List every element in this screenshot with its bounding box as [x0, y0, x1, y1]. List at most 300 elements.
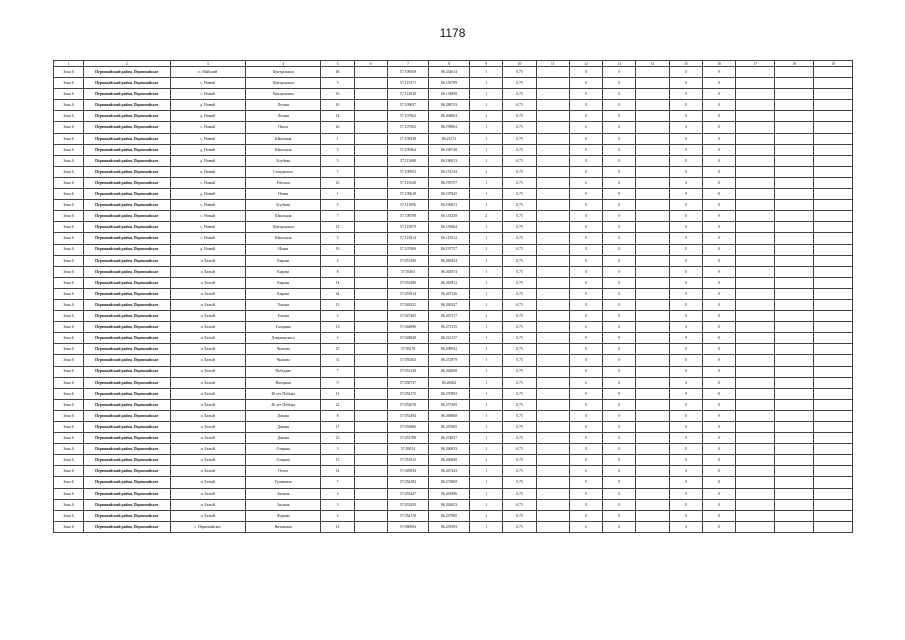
table-cell: Первомайский район, Первомайское [83, 422, 170, 433]
table-cell: д. Новый [170, 100, 245, 111]
table-cell: 0 [669, 477, 702, 488]
table-cell: 86.288743 [429, 100, 470, 111]
table-cell: Зона 6 [54, 200, 84, 211]
table-cell: 0 [569, 333, 602, 344]
table-cell [775, 89, 814, 100]
table-cell: 86.239393 [429, 521, 470, 532]
table-cell: 5 [321, 233, 354, 244]
table-cell: 86.147612 [429, 233, 470, 244]
table-cell [813, 433, 852, 444]
table-row [54, 477, 853, 488]
table-cell: 57.055447 [387, 488, 428, 499]
table-cell: 14 [321, 466, 354, 477]
table-cell: Кирова [245, 255, 320, 266]
table-cell [813, 399, 852, 410]
table-cell: Дзержинского [245, 333, 320, 344]
table-cell: 0 [603, 455, 636, 466]
table-cell: 86.234614 [429, 67, 470, 78]
table-cell [354, 444, 387, 455]
table-cell: Зона 6 [54, 255, 84, 266]
table-cell: Лесная [245, 111, 320, 122]
table-cell: 3 [321, 311, 354, 322]
table-cell [354, 211, 387, 222]
column-number-cell: 1 [54, 61, 84, 67]
table-cell [736, 177, 775, 188]
table-cell: 57.050263 [387, 355, 428, 366]
table-cell: Первомайский район, Первомайское [83, 355, 170, 366]
table-cell: Зона 6 [54, 299, 84, 310]
table-cell [354, 177, 387, 188]
table-cell [813, 111, 852, 122]
table-cell: Первомайский район, Первомайское [83, 466, 170, 477]
table-row [54, 211, 853, 222]
table-cell: 0 [569, 144, 602, 155]
table-cell [736, 410, 775, 421]
table-cell [775, 266, 814, 277]
table-cell: Центральная [245, 67, 320, 78]
table-cell: 57.109364 [387, 144, 428, 155]
table-cell: 57.05405 [387, 266, 428, 277]
table-cell: 57.049252 [387, 299, 428, 310]
table-cell [536, 144, 569, 155]
table-cell: 0 [703, 355, 736, 366]
table-cell: 0 [703, 277, 736, 288]
table-cell [354, 466, 387, 477]
table-cell: 0 [703, 499, 736, 510]
table-cell: 86.22572 [429, 133, 470, 144]
table-cell [736, 266, 775, 277]
table-cell: Зона 6 [54, 433, 84, 444]
table-cell: 0,75 [503, 144, 536, 155]
table-cell: 0 [669, 466, 702, 477]
table-cell: Первомайский район, Первомайское [83, 133, 170, 144]
column-number-cell: 3 [170, 61, 245, 67]
table-cell [536, 255, 569, 266]
table-cell: п. Белый [170, 255, 245, 266]
table-cell [354, 133, 387, 144]
table-cell: Почта [245, 466, 320, 477]
table-cell: Озерная [245, 444, 320, 455]
table-cell: 1 [470, 166, 503, 177]
table-cell [736, 444, 775, 455]
table-cell: 86.155064 [429, 222, 470, 233]
table-cell [354, 222, 387, 233]
table-cell [536, 477, 569, 488]
table-cell [536, 299, 569, 310]
table-row [54, 344, 853, 355]
table-cell [354, 355, 387, 366]
table-cell: Центральная [245, 89, 320, 100]
table-cell: Зона 6 [54, 133, 84, 144]
table-cell: 0 [703, 89, 736, 100]
table-cell: 1 [470, 399, 503, 410]
table-cell: 0,75 [503, 455, 536, 466]
table-cell: Зона 6 [54, 444, 84, 455]
table-cell: 0 [569, 455, 602, 466]
table-cell: 0 [703, 122, 736, 133]
table-cell: Гагарина [245, 322, 320, 333]
table-cell: 0 [603, 266, 636, 277]
table-cell: 2 [321, 510, 354, 521]
table-cell: 0 [703, 211, 736, 222]
table-cell: 0 [669, 277, 702, 288]
table-cell [354, 166, 387, 177]
table-cell: Фурман [245, 510, 320, 521]
table-cell: Первомайский район, Первомайское [83, 78, 170, 89]
table-cell: 1 [470, 255, 503, 266]
table-cell: 0 [669, 78, 702, 89]
table-cell [813, 255, 852, 266]
table-cell: 0,75 [503, 189, 536, 200]
table-cell: 0 [569, 488, 602, 499]
table-cell: 0 [603, 111, 636, 122]
table-cell: с. Новый [170, 122, 245, 133]
table-cell: с. Новый [170, 222, 245, 233]
table-row [54, 166, 853, 177]
table-cell: п. Белый [170, 410, 245, 421]
table-cell: 0 [569, 100, 602, 111]
table-cell: 0,75 [503, 477, 536, 488]
table-cell: 0 [669, 111, 702, 122]
table-cell: Первомайский район, Первомайское [83, 477, 170, 488]
table-cell [736, 455, 775, 466]
table-cell [354, 89, 387, 100]
table-cell: 86.260848 [429, 455, 470, 466]
table-cell: п. Белый [170, 466, 245, 477]
table-cell [813, 244, 852, 255]
table-cell: 1 [470, 444, 503, 455]
table-cell [775, 222, 814, 233]
table-cell: 0 [569, 266, 602, 277]
table-cell: 0 [603, 344, 636, 355]
table-cell [536, 311, 569, 322]
table-cell: 0 [669, 299, 702, 310]
table-cell: Центральная [245, 78, 320, 89]
table-cell [636, 488, 669, 499]
table-cell [813, 344, 852, 355]
table-cell: 86.247900 [429, 510, 470, 521]
table-cell: Зона 6 [54, 510, 84, 521]
table-cell: п. Белый [170, 455, 245, 466]
table-cell: 1 [470, 288, 503, 299]
table-cell [636, 189, 669, 200]
table-cell: 1 [470, 189, 503, 200]
table-cell: 0 [569, 344, 602, 355]
table-row [54, 177, 853, 188]
table-cell: 0 [703, 388, 736, 399]
table-cell: Зона 6 [54, 488, 84, 499]
table-cell: 1 [470, 366, 503, 377]
table-cell: 0 [703, 311, 736, 322]
table-cell [636, 466, 669, 477]
table-cell: 57.114838 [387, 89, 428, 100]
table-cell: Победная [245, 366, 320, 377]
table-cell: 0 [603, 144, 636, 155]
table-cell: 57.054175 [387, 388, 428, 399]
table-cell: 86.26602 [429, 377, 470, 388]
table-cell: 1 [470, 244, 503, 255]
table-cell: 14 [321, 388, 354, 399]
table-cell: 9 [321, 377, 354, 388]
table-cell: п. Белый [170, 377, 245, 388]
table-cell: с. Новый [170, 89, 245, 100]
table-cell: 0 [703, 233, 736, 244]
table-cell: Кирова [245, 288, 320, 299]
table-cell: 14 [321, 111, 354, 122]
table-cell: 0 [603, 366, 636, 377]
table-cell: 57.107962 [387, 111, 428, 122]
table-cell: 0 [703, 100, 736, 111]
table-cell: Зона 6 [54, 311, 84, 322]
table-cell: Стоцерского [245, 166, 320, 177]
table-cell: 57.052494 [387, 410, 428, 421]
table-cell [636, 222, 669, 233]
table-cell: п. Белый [170, 333, 245, 344]
table-cell [636, 433, 669, 444]
table-cell: 0 [669, 322, 702, 333]
table-cell: 0 [569, 67, 602, 78]
table-cell: 0,75 [503, 222, 536, 233]
table-cell [354, 78, 387, 89]
table-cell: с. Новый [170, 233, 245, 244]
table-cell [736, 499, 775, 510]
table-cell [736, 466, 775, 477]
table-cell: Первомайский район, Первомайское [83, 311, 170, 322]
table-cell: 0 [703, 444, 736, 455]
table-cell: 0 [603, 433, 636, 444]
table-cell [736, 144, 775, 155]
column-number-cell: 11 [536, 61, 569, 67]
table-cell: 1 [470, 477, 503, 488]
table-row [54, 455, 853, 466]
table-cell [775, 466, 814, 477]
table-cell: Первомайский район, Первомайское [83, 366, 170, 377]
table-cell: Вичанская [245, 521, 320, 532]
table-cell [636, 422, 669, 433]
table-cell: 0 [569, 255, 602, 266]
table-cell [636, 111, 669, 122]
table-cell: 1 [470, 233, 503, 244]
table-cell: Зона 6 [54, 455, 84, 466]
table-cell [536, 444, 569, 455]
table-cell [775, 78, 814, 89]
table-cell [536, 200, 569, 211]
table-cell: 0 [669, 455, 702, 466]
table-cell [354, 255, 387, 266]
table-cell: Новая [245, 189, 320, 200]
table-row [54, 67, 853, 78]
table-cell: 0 [703, 189, 736, 200]
table-cell [536, 333, 569, 344]
table-cell [736, 78, 775, 89]
table-cell [536, 455, 569, 466]
table-cell: 0 [703, 177, 736, 188]
table-cell: 0 [569, 466, 602, 477]
table-cell: 0 [703, 266, 736, 277]
table-cell [736, 200, 775, 211]
table-cell: 8 [321, 266, 354, 277]
table-cell: 0 [669, 388, 702, 399]
table-cell: 0 [603, 499, 636, 510]
table-cell [813, 277, 852, 288]
table-cell: 0 [703, 155, 736, 166]
table-cell [354, 311, 387, 322]
table-cell: 0,75 [503, 78, 536, 89]
table-cell [736, 422, 775, 433]
table-cell [736, 122, 775, 133]
table-cell [636, 499, 669, 510]
table-cell [775, 100, 814, 111]
table-cell: п. Белый [170, 510, 245, 521]
table-cell: Первомайский район, Первомайское [83, 155, 170, 166]
table-cell: 13 [321, 322, 354, 333]
column-number-cell: 5 [321, 61, 354, 67]
table-cell [636, 455, 669, 466]
table-cell: Первомайский район, Первомайское [83, 488, 170, 499]
column-number-cell: 7 [387, 61, 428, 67]
table-cell: Зона 6 [54, 277, 84, 288]
table-cell [636, 288, 669, 299]
table-cell [636, 399, 669, 410]
table-cell [813, 444, 852, 455]
table-cell: Первомайский район, Первомайское [83, 111, 170, 122]
table-cell: 0 [669, 422, 702, 433]
table-cell [775, 166, 814, 177]
table-cell: 57.115879 [387, 222, 428, 233]
table-cell: 57.109458 [387, 67, 428, 78]
table-cell: 0 [669, 499, 702, 510]
table-cell: 0 [569, 244, 602, 255]
table-cell: Первомайский район, Первомайское [83, 399, 170, 410]
table-cell: 0 [703, 299, 736, 310]
table-cell: Нагорная [245, 377, 320, 388]
table-cell: 0 [569, 277, 602, 288]
table-cell: 1 [470, 133, 503, 144]
table-cell: 57.053296 [387, 277, 428, 288]
table-cell [536, 100, 569, 111]
table-cell: 0,75 [503, 177, 536, 188]
table-cell: 0,75 [503, 89, 536, 100]
table-cell: 0 [569, 499, 602, 510]
table-cell: Первомайский район, Первомайское [83, 266, 170, 277]
table-cell: 0 [569, 222, 602, 233]
table-cell: 57.055914 [387, 288, 428, 299]
table-cell: 7 [321, 166, 354, 177]
table-cell: 57.054178 [387, 510, 428, 521]
table-cell [536, 155, 569, 166]
table-cell [736, 244, 775, 255]
table-cell: 0 [603, 311, 636, 322]
table-cell: Первомайский район, Первомайское [83, 144, 170, 155]
table-cell: 0,75 [503, 322, 536, 333]
table-cell: 0 [703, 377, 736, 388]
table-cell: 57.107902 [387, 122, 428, 133]
table-cell: 57.054183 [387, 477, 428, 488]
table-cell: 86.271135 [429, 322, 470, 333]
table-cell: Первомайский район, Первомайское [83, 333, 170, 344]
table-cell [536, 388, 569, 399]
table-row [54, 122, 853, 133]
table-cell [736, 399, 775, 410]
table-cell: 0 [569, 322, 602, 333]
table-cell [354, 100, 387, 111]
table-cell: 86.264008 [429, 366, 470, 377]
table-row [54, 255, 853, 266]
table-cell: Зона 6 [54, 78, 84, 89]
table-cell: 23 [321, 344, 354, 355]
table-cell: 86.197845 [429, 189, 470, 200]
table-cell: 57.109953 [387, 166, 428, 177]
table-cell: Озерная [245, 455, 320, 466]
table-cell [813, 499, 852, 510]
table-cell [813, 422, 852, 433]
table-row [54, 444, 853, 455]
table-cell: с. Новый [170, 133, 245, 144]
table-cell: 57.048848 [387, 333, 428, 344]
table-cell: 0 [603, 222, 636, 233]
table-cell: Лесная [245, 100, 320, 111]
table-cell: 86.153744 [429, 166, 470, 177]
table-cell [536, 488, 569, 499]
table-cell: 0 [569, 433, 602, 444]
table-cell [736, 521, 775, 532]
table-cell [813, 477, 852, 488]
table-cell [354, 521, 387, 532]
table-cell: Зона 6 [54, 333, 84, 344]
table-cell [536, 322, 569, 333]
table-cell: 86.265812 [429, 277, 470, 288]
table-cell: 0 [569, 410, 602, 421]
table-cell: 0,75 [503, 155, 536, 166]
table-cell [354, 455, 387, 466]
table-cell: 1 [470, 422, 503, 433]
table-cell: 0 [603, 355, 636, 366]
table-cell: 0 [669, 144, 702, 155]
table-cell [354, 299, 387, 310]
table-cell: 0 [603, 399, 636, 410]
table-cell: п. Белый [170, 299, 245, 310]
table-cell [636, 133, 669, 144]
table-cell [354, 189, 387, 200]
table-cell [536, 189, 569, 200]
table-cell [813, 521, 852, 532]
table-cell: 86.272869 [429, 477, 470, 488]
table-cell: Зона 6 [54, 521, 84, 532]
table-cell: 0 [669, 233, 702, 244]
table-cell [813, 366, 852, 377]
table-cell: 0 [603, 288, 636, 299]
table-cell: 57.051309 [387, 255, 428, 266]
table-cell: 1 [321, 133, 354, 144]
table-cell [813, 166, 852, 177]
table-cell: 0 [703, 455, 736, 466]
table-cell [354, 399, 387, 410]
table-cell: 86.197757 [429, 244, 470, 255]
table-cell [813, 410, 852, 421]
table-cell: 0 [669, 100, 702, 111]
table-cell: Клубная [245, 155, 320, 166]
table-cell: 0 [669, 177, 702, 188]
table-cell: 23 [321, 433, 354, 444]
column-number-cell: 14 [636, 61, 669, 67]
table-cell [736, 488, 775, 499]
column-number-cell: 2 [83, 61, 170, 67]
table-row [54, 133, 853, 144]
table-cell [775, 277, 814, 288]
table-cell: Зона 6 [54, 100, 84, 111]
table-cell [636, 299, 669, 310]
table-cell [636, 67, 669, 78]
